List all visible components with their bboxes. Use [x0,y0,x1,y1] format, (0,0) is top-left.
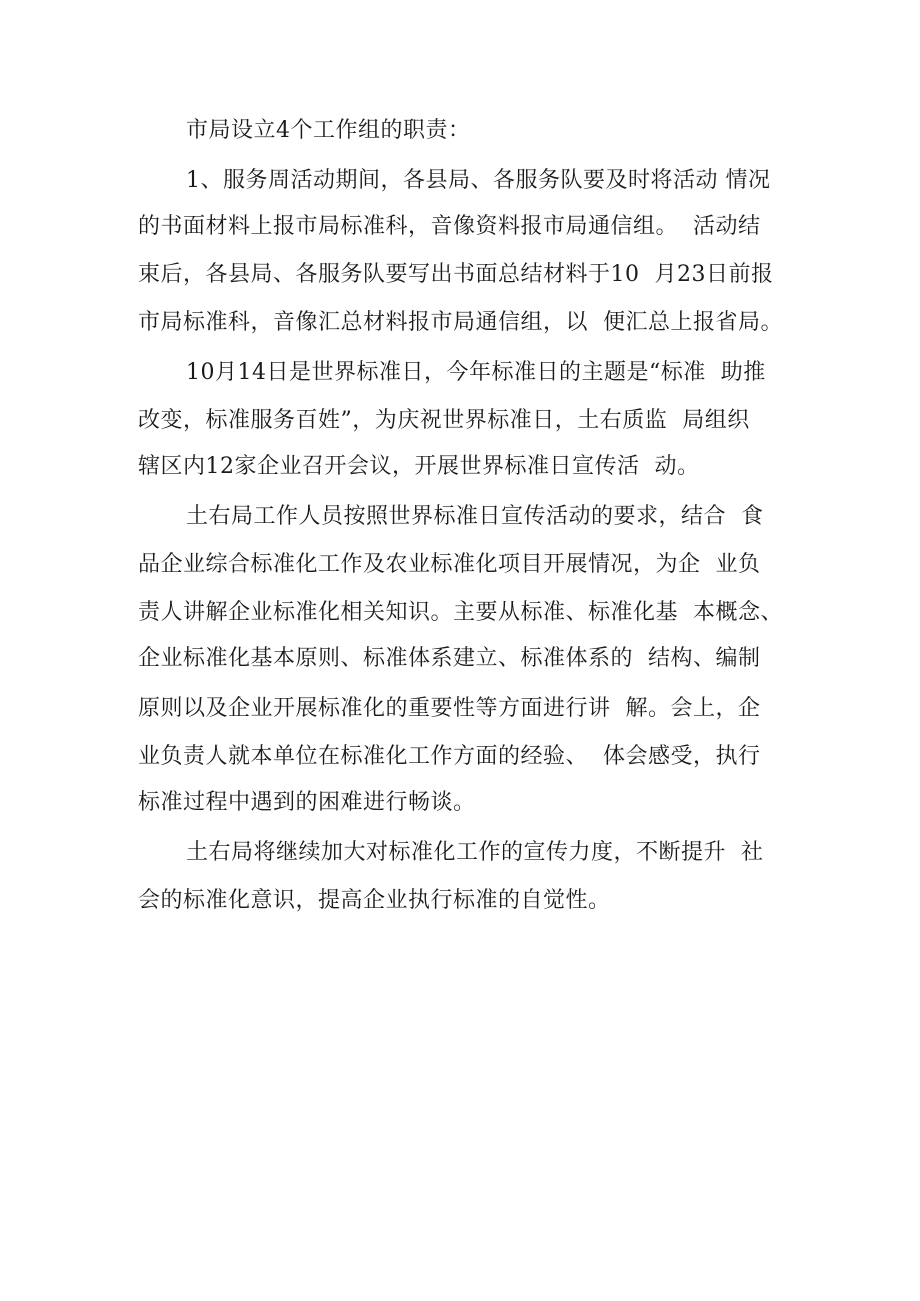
text-line: 土右局将继续加大对标准化工作的宣传力度，不断提升 社 [186,840,764,865]
text-line: 责人讲解企业标准化相关知识。主要从标准、标准化基 本概念、 [138,600,783,625]
text-line: 1、服务周活动期间，各县局、各服务队要及时将活动 情况 [186,168,771,193]
text-line: 市局标准科，音像汇总材料报市局通信组，以 便汇总上报省局。 [138,310,783,335]
text-line: 原则以及企业开展标准化的重要性等方面进行讲 解。会上，企 [138,696,761,721]
text-line: 辖区内12家企业召开会议，开展世界标准日宣传活 动。 [138,454,700,479]
text-line: 改变，标准服务百姓”，为庆祝世界标准日，土右质监 局组织 [138,408,750,433]
text-line: 企业标准化基本原则、标准体系建立、标准体系的 结构、编制 [138,646,761,671]
text-line: 10月14日是世界标准日，今年标准日的主题是“标准 助推 [186,360,766,385]
text-line: 品企业综合标准化工作及农业标准化项目开展情况，为企 业负 [138,552,761,577]
text-line: 的书面材料上报市局标准科，音像资料报市局通信组。 活动结 [138,214,761,239]
text-line: 市局设立4个工作组的职责： [186,118,471,143]
text-line: 土右局工作人员按照世界标准日宣传活动的要求，结合 食 [186,504,764,529]
text-line: 业负责人就本单位在标准化工作方面的经验、 体会感受，执行 [138,744,761,769]
text-line: 会的标准化意识，提高企业执行标准的自觉性。 [138,888,611,913]
text-line: 标准过程中遇到的困难进行畅谈。 [138,790,476,815]
text-line: 束后，各县局、各服务队要写出书面总结材料于10 月23日前报 [138,262,774,287]
